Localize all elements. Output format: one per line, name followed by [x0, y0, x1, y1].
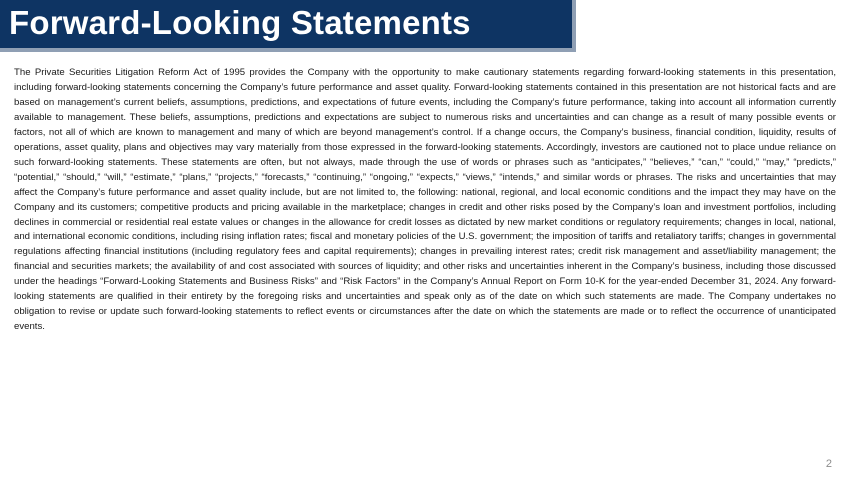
- disclaimer-paragraph: The Private Securities Litigation Reform Act of 1995 provides the Company with the opportunity to make cautionary statements regarding forward-looking statements in this presentation, including forward-looking statements concerning the Company’s future performance and asset quality. Forward-looking statements contained in this presentation are not historical facts and are based on management’s current beliefs, assumptions, predictions, and expectations of future events, including the Company’s future performance, taking into account all information currently available to management. These beliefs, assumptions, predictions and expectations are subject to numerous risks and uncertainties and can change as a result of many possible events or factors, not all of which are known to management and many of which are beyond management’s control. If a change occurs, the Company’s business, financial condition, liquidity, results of operations, asset quality, plans and objectives may vary materially from those expressed in the forward-looking statements. Accordingly, investors are cautioned not to place undue reliance on such forward-looking statements. These statements are often, but not always, made through the use of words or phrases such as “anticipates,” “believes,” “can,” “could,” “may,” “predicts,” “potential,” “should,” “will,” “estimate,” “plans,” “projects,” “forecasts,” “continuing,” “ongoing,” “expects,” “views,” “intends,” and similar words or phrases. The risks and uncertainties that may affect the Company’s future performance and asset quality include, but are not limited to, the following: national, regional, and local economic conditions and the impact they may have on the Company and its customers; competitive products and pricing available in the marketplace; changes in credit and other risks posed by the Company’s loan and investment portfolios, including declines in commercial or residential real estate values or changes in the allowance for credit losses as dictated by new market conditions or regulatory requirements; changes in local, national, and international economic conditions, including rising inflation rates; fiscal and monetary policies of the U.S. government; the imposition of tariffs and retaliatory tariffs; changes in governmental regulations affecting financial institutions (including regulatory fees and capital requirements); changes in prevailing interest rates; credit risk management and asset/liability management; the financial and securities markets; the availability of and cost associated with sources of liquidity; and other risks and uncertainties inherent in the Company’s business, including those discussed under the headings “Forward-Looking Statements and Business Risks” and “Risk Factors” in the Company’s Annual Report on Form 10-K for the year-ended December 31, 2024. Any forward-looking statements are qualified in their entirety by the foregoing risks and uncertainties and speak only as of the date on which such statements are made. The Company undertakes no obligation to revise or update such forward-looking statements to reflect events or circumstances after the date on which the statements are made or to reflect the occurrence of unanticipated events.: [14, 67, 836, 333]
- page-number: 2: [825, 458, 832, 470]
- slide-title: Forward-Looking Statements: [9, 4, 471, 41]
- title-banner-accent: [572, 0, 576, 52]
